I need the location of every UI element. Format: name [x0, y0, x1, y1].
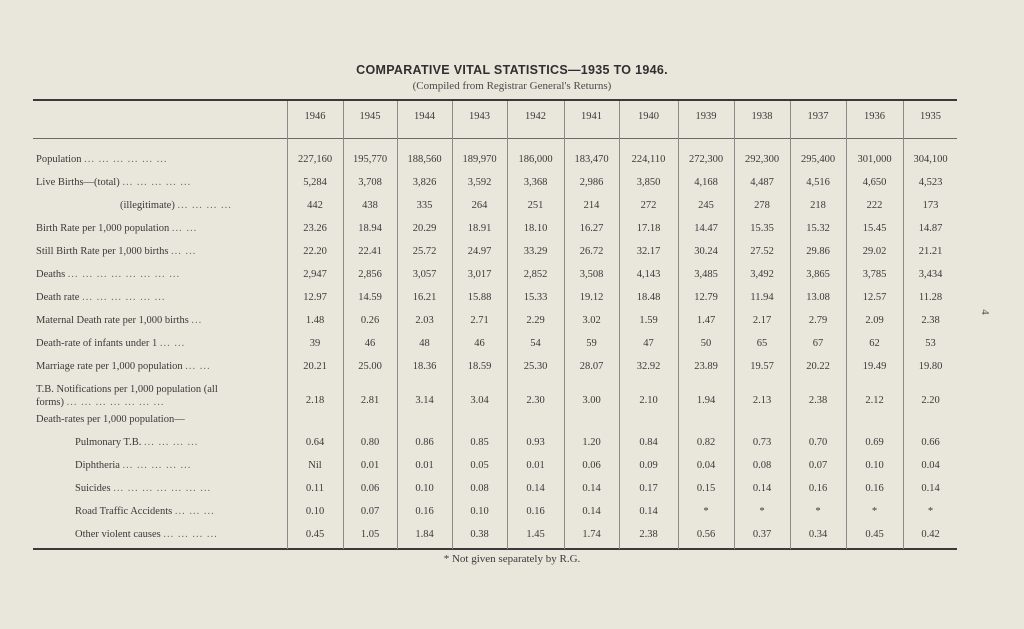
table-cell: 19.57: [750, 361, 774, 372]
table-cell: *: [927, 506, 934, 517]
year-header: 1945: [359, 111, 381, 122]
table-cell: 0.93: [526, 437, 545, 448]
table-subtitle: (Compiled from Registrar General's Returns): [412, 80, 612, 92]
row-label: [36, 154, 168, 165]
leader-dots: ... ... ... ... ... ...: [82, 292, 166, 303]
table-cell: 0.42: [921, 529, 940, 540]
table-cell: 53: [925, 338, 936, 349]
row-label: [75, 460, 191, 471]
year-header: 1939: [695, 111, 717, 122]
table-cell: 1.94: [696, 395, 716, 406]
row-label-text: Diphtheria: [75, 460, 120, 471]
table-cell: 30.24: [694, 246, 718, 257]
table-cell: 0.34: [808, 529, 828, 540]
table-cell: 0.10: [305, 506, 325, 517]
row-label: [75, 483, 211, 494]
table-cell: 29.86: [806, 246, 830, 257]
table-title: COMPARATIVE VITAL STATISTICS—1935 TO 1946.: [356, 63, 668, 77]
row-label: [36, 383, 218, 409]
row-label-text: T.B. Notifications per 1,000 population (all: [36, 384, 218, 395]
year-header: 1942: [525, 111, 546, 122]
row-label-text: Marriage rate per 1,000 population: [36, 361, 183, 372]
table-cell: 2.38: [639, 529, 658, 540]
table-cell: 11.28: [918, 292, 943, 303]
table-cell: 28.07: [579, 361, 604, 372]
table-cell: 0.85: [470, 437, 489, 448]
table-cell: 0.15: [696, 483, 716, 494]
table-cell: 59: [586, 338, 597, 349]
year-header: 1936: [864, 111, 885, 122]
row-label: [36, 223, 197, 234]
table-cell: 0.01: [415, 460, 434, 471]
table-cell: 3,865: [806, 269, 830, 280]
table-cell: 0.16: [865, 483, 884, 494]
table-cell: 2,852: [523, 269, 548, 280]
table-cell: 189,970: [462, 154, 497, 165]
table-cell: 2.71: [470, 315, 489, 326]
table-cell: 3,785: [862, 269, 887, 280]
table-cell: 3,592: [467, 177, 492, 188]
table-cell: 0.73: [752, 437, 772, 448]
table-cell: 3,485: [694, 269, 718, 280]
top-rule: [33, 99, 957, 101]
table-cell: 183,470: [574, 154, 609, 165]
table-cell: 2.30: [526, 395, 545, 406]
table-cell: 21.21: [918, 246, 943, 257]
leader-dots: ... ...: [159, 338, 186, 349]
table-cell: 18.36: [412, 361, 437, 372]
footnote: * Not given separately by R.G.: [443, 553, 581, 565]
table-cell: 0.08: [752, 460, 772, 471]
table-cell: 4,650: [862, 177, 887, 188]
table-cell: 2,986: [579, 177, 604, 188]
table-cell: 0.17: [639, 483, 658, 494]
table-cell: 222: [866, 200, 883, 211]
table-cell: 12.57: [862, 292, 887, 303]
table-cell: 0.01: [526, 460, 545, 471]
table-cell: 39: [309, 338, 321, 349]
year-header: 1937: [807, 111, 829, 122]
table-cell: 1.84: [415, 529, 434, 540]
leader-dots: ... ... ...: [174, 506, 215, 517]
table-cell: 2.18: [305, 395, 325, 406]
year-header: 1935: [920, 111, 941, 122]
table-cell: 4,516: [806, 177, 830, 188]
table-cell: 0.06: [582, 460, 601, 471]
table-cell: 0.14: [752, 483, 772, 494]
table-cell: 22.20: [303, 246, 327, 257]
table-cell: 0.82: [696, 437, 716, 448]
table-cell: 26.72: [579, 246, 604, 257]
table-cell: 2.09: [865, 315, 884, 326]
table-cell: 17.18: [636, 223, 661, 234]
table-cell: 48: [419, 338, 430, 349]
table-cell: 1.05: [360, 529, 380, 540]
row-label: [75, 506, 215, 517]
table-cell: 32.92: [636, 361, 661, 372]
table-cell: 0.64: [305, 437, 325, 448]
row-label-text: Other violent causes: [75, 529, 161, 540]
table-cell: 15.32: [806, 223, 830, 234]
table-cell: 0.14: [582, 483, 601, 494]
table-cell: 20.21: [303, 361, 327, 372]
table-cell: 295,400: [800, 154, 836, 165]
row-label: [36, 414, 185, 425]
year-header: 1944: [414, 111, 435, 122]
table-cell: 1.59: [639, 315, 658, 326]
table-cell: 3.14: [415, 395, 434, 406]
table-cell: 173: [922, 200, 939, 211]
table-cell: 0.05: [470, 460, 489, 471]
table-cell: *: [815, 506, 821, 517]
table-cell: 0.06: [360, 483, 380, 494]
table-cell: 27.52: [750, 246, 774, 257]
table-cell: 0.45: [305, 529, 325, 540]
table-cell: 2.38: [808, 395, 828, 406]
table-cell: 25.30: [523, 361, 548, 372]
table-cell: 0.56: [696, 529, 716, 540]
leader-dots: ... ...: [185, 361, 211, 372]
table-cell: 1.48: [305, 315, 325, 326]
table-cell: 20.22: [806, 361, 830, 372]
table-cell: 0.26: [360, 315, 380, 326]
table-cell: 1.45: [526, 529, 545, 540]
table-cell: 15.33: [523, 292, 548, 303]
table-cell: Nil: [308, 460, 322, 471]
leader-dots: ... ... ... ... ...: [122, 460, 192, 471]
table-cell: 0.38: [470, 529, 489, 540]
table-cell: 11.94: [750, 292, 774, 303]
row-label-text: Pulmonary T.B.: [75, 437, 142, 448]
table-cell: 15.35: [750, 223, 774, 234]
leader-dots: ... ... ... ... ... ... ...: [66, 397, 165, 408]
year-header: 1941: [581, 111, 602, 122]
table-cell: 245: [698, 200, 714, 211]
table-cell: 16.21: [412, 292, 437, 303]
table-cell: 32.17: [636, 246, 661, 257]
row-label: [120, 200, 232, 211]
row-label-text: Population: [36, 154, 82, 165]
table-cell: 19.49: [862, 361, 887, 372]
table-cell: 14.47: [694, 223, 718, 234]
table-cell: 4,143: [636, 269, 661, 280]
table-cell: 3,057: [412, 269, 437, 280]
table-cell: 0.10: [865, 460, 884, 471]
table-cell: 20.29: [412, 223, 437, 234]
row-label-text-continued: forms): [36, 397, 64, 408]
table-cell: 3,826: [412, 177, 437, 188]
table-cell: 335: [416, 200, 433, 211]
table-cell: 214: [583, 200, 600, 211]
table-cell: 18.48: [636, 292, 661, 303]
table-cell: 15.88: [467, 292, 492, 303]
table-cell: 0.04: [921, 460, 940, 471]
table-cell: 5,284: [303, 177, 327, 188]
row-label: [36, 315, 202, 326]
row-label-text: Road Traffic Accidents: [75, 506, 173, 517]
row-label: [36, 361, 211, 372]
leader-dots: ... ... ... ...: [144, 437, 199, 448]
row-label-text: Birth Rate per 1,000 population: [36, 223, 170, 234]
table-cell: 2.17: [752, 315, 772, 326]
row-label: [36, 338, 185, 349]
table-cell: 0.80: [360, 437, 380, 448]
table-cell: 227,160: [297, 154, 333, 165]
table-cell: 0.14: [639, 506, 658, 517]
table-cell: 18.10: [523, 223, 548, 234]
table-cell: 292,300: [744, 154, 780, 165]
year-header: 1940: [638, 111, 659, 122]
table-cell: 0.04: [696, 460, 716, 471]
table-cell: 218: [810, 200, 826, 211]
table-cell: 188,560: [407, 154, 442, 165]
table-cell: 3,434: [918, 269, 943, 280]
table-cell: 0.14: [921, 483, 940, 494]
table-cell: 224,110: [631, 154, 666, 165]
table-cell: 0.01: [360, 460, 380, 471]
table-cell: 0.08: [470, 483, 489, 494]
table-cell: 29.02: [862, 246, 887, 257]
table-cell: 3.02: [582, 315, 601, 326]
row-label: [36, 292, 165, 303]
table-cell: 3,508: [579, 269, 604, 280]
table-cell: 2.38: [921, 315, 940, 326]
table-cell: 0.11: [306, 483, 324, 494]
table-cell: 0.16: [415, 506, 434, 517]
table-cell: 2.79: [808, 315, 828, 326]
table-cell: 19.12: [579, 292, 604, 303]
table-cell: 3.04: [470, 395, 489, 406]
bottom-rule: [33, 548, 957, 550]
table-cell: 46: [474, 338, 485, 349]
header-rule: [33, 138, 957, 139]
table-cell: *: [759, 506, 765, 517]
table-cell: 2.10: [639, 395, 658, 406]
table-cell: 3.00: [582, 395, 601, 406]
table-cell: 14.87: [918, 223, 943, 234]
table-cell: 0.84: [639, 437, 658, 448]
table-cell: 2.81: [360, 395, 380, 406]
table-cell: 438: [362, 200, 378, 211]
table-cell: 3,850: [636, 177, 661, 188]
table-cell: 272: [640, 200, 657, 211]
table-cell: 0.16: [526, 506, 545, 517]
table-cell: 0.16: [808, 483, 828, 494]
row-label-text: Live Births—(total): [36, 177, 120, 188]
table-cell: 19.80: [918, 361, 943, 372]
table-cell: 14.59: [358, 292, 382, 303]
table-cell: *: [871, 506, 878, 517]
row-label: [36, 246, 196, 257]
table-cell: 301,000: [857, 154, 892, 165]
table-cell: 304,100: [913, 154, 948, 165]
page-margin-mark: 4: [978, 309, 991, 315]
leader-dots: ... ... ... ...: [177, 200, 232, 211]
table-cell: 3,492: [750, 269, 774, 280]
year-header: 1943: [469, 111, 490, 122]
row-label: [75, 437, 198, 448]
row-label-text: (illegitimate): [120, 200, 175, 211]
table-cell: 18.91: [467, 223, 492, 234]
row-label-text: Death rate: [36, 292, 80, 303]
table-cell: 16.27: [579, 223, 604, 234]
leader-dots: ... ... ... ... ... ...: [84, 154, 168, 165]
leader-dots: ... ... ... ... ... ... ... ...: [67, 269, 181, 280]
table-cell: 67: [812, 338, 824, 349]
table-cell: 2,856: [358, 269, 382, 280]
row-label-text: Death-rates per 1,000 population—: [36, 414, 185, 425]
table-cell: 0.14: [582, 506, 601, 517]
table-cell: 2.13: [752, 395, 772, 406]
table-cell: 0.10: [470, 506, 489, 517]
row-label-text: Deaths: [36, 269, 66, 280]
table-cell: 0.86: [415, 437, 434, 448]
table-cell: 195,770: [352, 154, 388, 165]
table-cell: 0.10: [415, 483, 434, 494]
year-header: 1938: [751, 111, 773, 122]
table-cell: 24.97: [467, 246, 492, 257]
leader-dots: ...: [191, 315, 203, 326]
table-cell: 22.41: [358, 246, 382, 257]
table-cell: 3,708: [358, 177, 382, 188]
table-cell: 13.08: [806, 292, 830, 303]
table-cell: 15.45: [862, 223, 887, 234]
table-cell: 0.37: [752, 529, 772, 540]
table-cell: 23.89: [694, 361, 718, 372]
table-cell: 278: [754, 200, 770, 211]
row-label: [36, 177, 191, 188]
table-cell: 2.12: [865, 395, 884, 406]
table-cell: 12.79: [694, 292, 718, 303]
table-cell: *: [703, 506, 709, 517]
table-cell: 50: [700, 338, 712, 349]
table-cell: 3,368: [523, 177, 548, 188]
table-cell: 62: [869, 338, 880, 349]
table-cell: 2.03: [415, 315, 434, 326]
table-cell: 442: [307, 200, 323, 211]
table-cell: 0.07: [360, 506, 380, 517]
table-cell: 0.07: [808, 460, 828, 471]
table-cell: 23.26: [303, 223, 327, 234]
table-cell: 0.45: [865, 529, 884, 540]
table-cell: 3,017: [467, 269, 492, 280]
table-cell: 186,000: [518, 154, 553, 165]
table-cell: 1.20: [582, 437, 601, 448]
table-cell: 18.94: [358, 223, 382, 234]
table-cell: 2.20: [921, 395, 940, 406]
row-label: [75, 529, 218, 540]
table-cell: 0.70: [808, 437, 828, 448]
leader-dots: ... ... ... ... ...: [122, 177, 192, 188]
table-cell: 0.14: [526, 483, 545, 494]
table-cell: 46: [364, 338, 376, 349]
row-label-text: Maternal Death rate per 1,000 births: [36, 315, 189, 326]
table-cell: 2,947: [303, 269, 327, 280]
table-cell: 65: [756, 338, 768, 349]
table-cell: 47: [643, 338, 654, 349]
table-cell: 0.69: [865, 437, 884, 448]
leader-dots: ... ... ... ...: [163, 529, 218, 540]
table-cell: 0.66: [921, 437, 940, 448]
table-cell: 4,168: [694, 177, 718, 188]
table-cell: 18.59: [467, 361, 492, 372]
table-cell: 25.00: [358, 361, 382, 372]
table-cell: 12.97: [303, 292, 327, 303]
table-cell: 4,523: [918, 177, 943, 188]
leader-dots: ... ...: [171, 246, 197, 257]
table-cell: 272,300: [688, 154, 724, 165]
table-cell: 251: [527, 200, 544, 211]
row-label: [36, 269, 180, 280]
table-cell: 25.72: [412, 246, 437, 257]
table-cell: 1.47: [696, 315, 716, 326]
row-label-text: Still Birth Rate per 1,000 births: [36, 246, 169, 257]
row-label-text: Suicides: [75, 483, 111, 494]
leader-dots: ... ...: [171, 223, 198, 234]
table-cell: 33.29: [523, 246, 548, 257]
table-cell: 54: [530, 338, 541, 349]
table-cell: 0.09: [639, 460, 658, 471]
table-cell: 4,487: [750, 177, 774, 188]
table-cell: 264: [471, 200, 488, 211]
table-cell: 2.29: [526, 315, 545, 326]
row-label-text: Death-rate of infants under 1: [36, 338, 158, 349]
year-header: 1946: [304, 111, 326, 122]
table-cell: 1.74: [582, 529, 601, 540]
leader-dots: ... ... ... ... ... ... ...: [113, 483, 212, 494]
